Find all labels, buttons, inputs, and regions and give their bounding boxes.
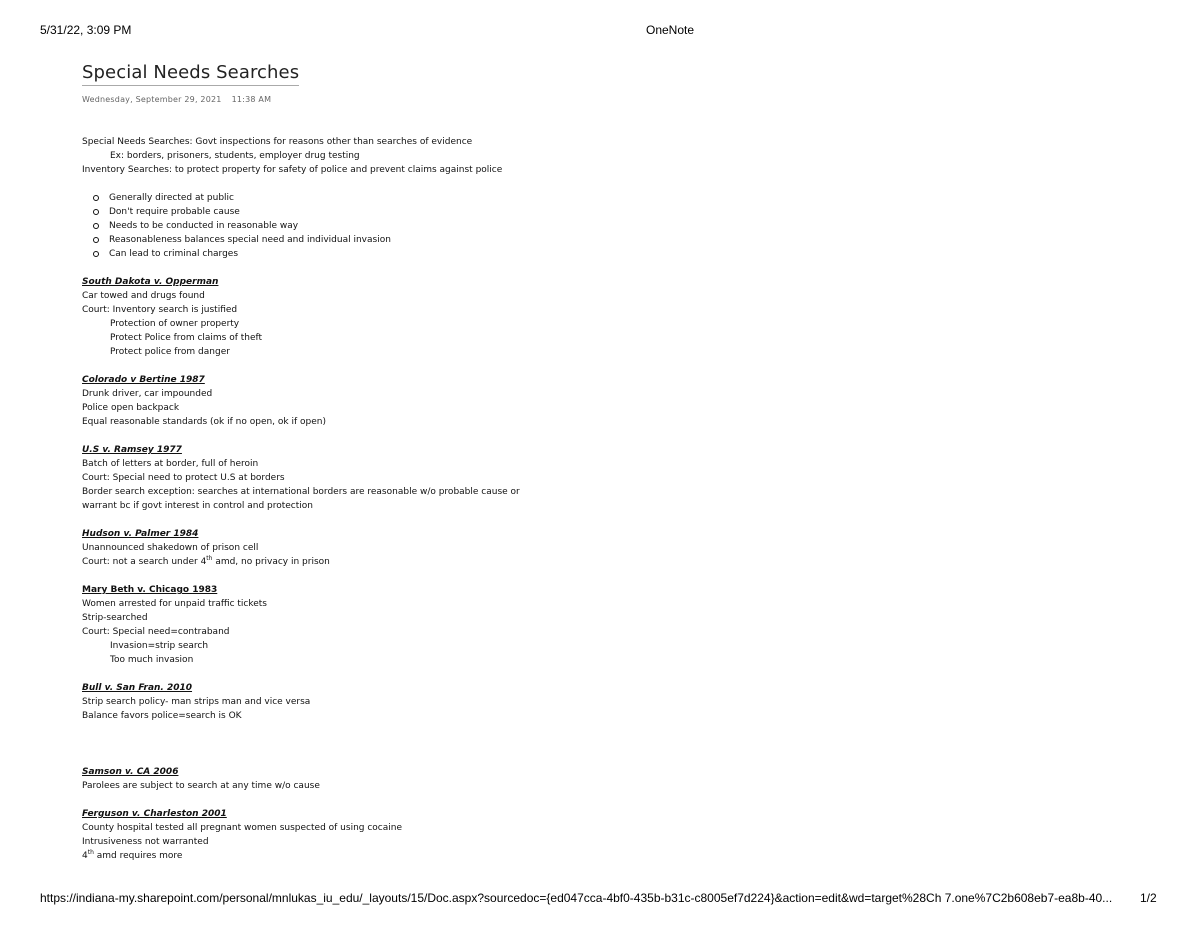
case-line: Unannounced shakedown of prison cell bbox=[82, 543, 259, 553]
case-line: Batch of letters at border, full of heroin bbox=[82, 459, 259, 469]
case-title: Hudson v. Palmer 1984 bbox=[82, 529, 199, 539]
case-line: Parolees are subject to search at any time w/o cause bbox=[82, 781, 320, 791]
case-line: Court: Inventory search is justified bbox=[82, 305, 238, 315]
case-line: Court: Special need=contraband bbox=[82, 627, 230, 637]
case-title: Bull v. San Fran. 2010 bbox=[82, 683, 193, 693]
bullet-item: Can lead to criminal charges bbox=[82, 247, 520, 261]
bullet-item: Reasonableness balances special need and individual invasion bbox=[82, 233, 520, 247]
case-title: Mary Beth v. Chicago 1983 bbox=[82, 585, 218, 595]
case-line: Protect Police from claims of theft bbox=[110, 333, 263, 343]
case-line: Protect police from danger bbox=[110, 347, 230, 357]
page-time-text: 11:38 AM bbox=[231, 95, 272, 104]
superscript: th bbox=[87, 849, 94, 856]
page-title: Special Needs Searches bbox=[82, 62, 299, 86]
case-line: Strip-searched bbox=[82, 613, 148, 623]
page-date-text: Wednesday, September 29, 2021 bbox=[82, 95, 222, 104]
intro-line: Special Needs Searches: Govt inspections for reasons other than searches of evidence bbox=[82, 137, 473, 147]
case-line: Balance favors police=search is OK bbox=[82, 711, 242, 721]
superscript: th bbox=[206, 555, 213, 562]
page-date bbox=[82, 95, 271, 104]
case-line bbox=[82, 555, 520, 569]
case-title: U.S v. Ramsey 1977 bbox=[82, 445, 182, 455]
case-line: Protection of owner property bbox=[110, 319, 240, 329]
case-line: Equal reasonable standards (ok if no open, ok if open) bbox=[82, 417, 326, 427]
case-line-text: amd requires more bbox=[93, 851, 183, 861]
intro-line: Ex: borders, prisoners, students, employer drug testing bbox=[110, 151, 360, 161]
case-line: Intrusiveness not warranted bbox=[82, 837, 209, 847]
case-line-text: amd, no privacy in prison bbox=[212, 557, 330, 567]
case-line-text: 4 bbox=[82, 851, 88, 861]
case-line: Strip search policy- man strips man and vice versa bbox=[82, 697, 311, 707]
case-line: warrant bc if govt interest in control and protection bbox=[82, 501, 313, 511]
case-title: Samson v. CA 2006 bbox=[82, 767, 179, 777]
print-datetime: 5/31/22, 3:09 PM bbox=[40, 23, 132, 37]
note-body bbox=[82, 135, 520, 863]
bullet-item: Generally directed at public bbox=[82, 191, 520, 205]
case-title: Colorado v Bertine 1987 bbox=[82, 375, 205, 385]
bullet-item: Needs to be conducted in reasonable way bbox=[82, 219, 520, 233]
case-line bbox=[82, 849, 520, 863]
case-line: Too much invasion bbox=[110, 655, 194, 665]
case-line: Invasion=strip search bbox=[110, 641, 209, 651]
case-line: Police open backpack bbox=[82, 403, 180, 413]
intro-line: Inventory Searches: to protect property for safety of police and prevent claims against police bbox=[82, 165, 503, 175]
case-line: County hospital tested all pregnant women suspected of using cocaine bbox=[82, 823, 403, 833]
bullet-item: Don't require probable cause bbox=[82, 205, 520, 219]
print-page-number: 1/2 bbox=[1140, 891, 1157, 905]
case-line: Court: Special need to protect U.S at borders bbox=[82, 473, 285, 483]
case-line: Drunk driver, car impounded bbox=[82, 389, 213, 399]
case-title: Ferguson v. Charleston 2001 bbox=[82, 809, 227, 819]
case-line: Car towed and drugs found bbox=[82, 291, 205, 301]
print-app-name: OneNote bbox=[646, 23, 695, 37]
case-line: Women arrested for unpaid traffic tickets bbox=[82, 599, 267, 609]
case-line: Border search exception: searches at international borders are reasonable w/o probable cause or bbox=[82, 487, 520, 497]
print-footer-url: https://indiana-my.sharepoint.com/personal/mnlukas_iu_edu/_layouts/15/Doc.aspx?sourcedoc={ed047cca-4bf0-435b-b31c-c8005ef7d224}&action=edit&wd=target%28Ch 7.one%7C2b608eb7-ea8b-40... bbox=[40, 891, 1113, 905]
bullet-list bbox=[82, 191, 520, 261]
case-title: South Dakota v. Opperman bbox=[82, 277, 219, 287]
case-line-text: Court: not a search under 4 bbox=[82, 557, 207, 567]
